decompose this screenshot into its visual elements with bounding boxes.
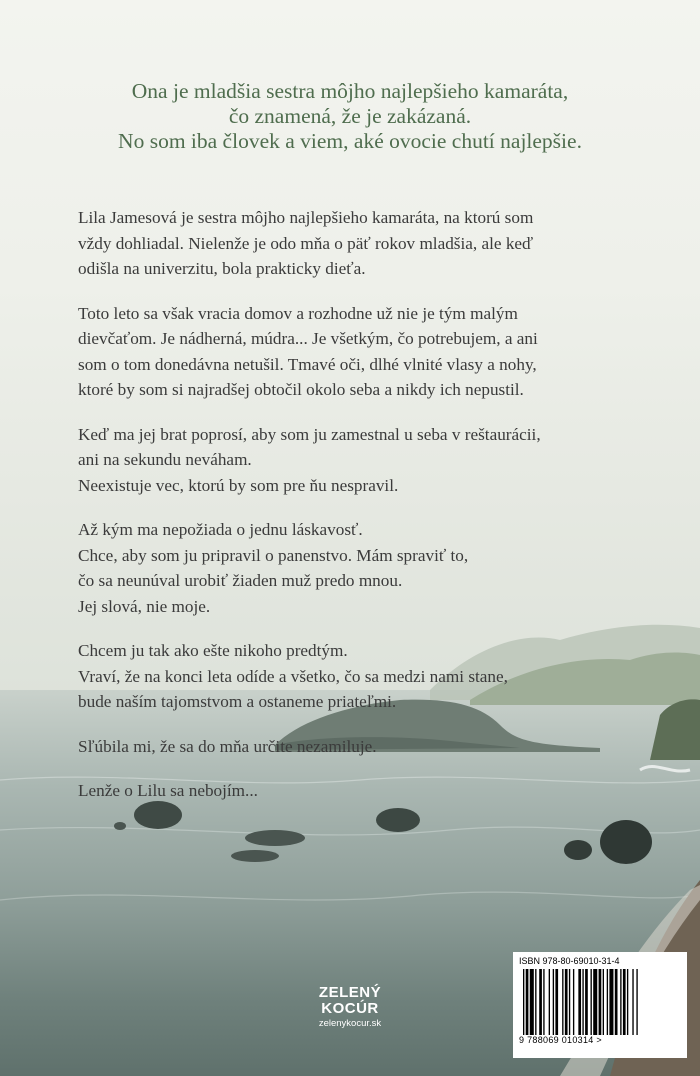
- paragraph: [78, 734, 638, 760]
- text-line: Sľúbila mi, že sa do mňa určite nezamiluje.: [78, 736, 377, 756]
- tagline-line: No som iba človek a viem, aké ovocie chutí najlepšie.: [118, 129, 582, 153]
- paragraph: [78, 517, 638, 619]
- text-line: ani na sekundu neváham.: [78, 450, 252, 469]
- publisher-logo: [310, 985, 390, 1030]
- text-line: Jej slová, nie moje.: [78, 596, 211, 616]
- tagline-line: Ona je mladšia sestra môjho najlepšieho kamaráta,: [131, 79, 569, 103]
- text-line: som o tom donedávna netušil. Tmavé oči, dlhé vlnité vlasy a nohy,: [78, 354, 537, 374]
- paragraph: [78, 638, 638, 715]
- publisher-url: zelenykocur.sk: [318, 1018, 382, 1029]
- paragraph: [78, 301, 638, 403]
- text-line: Vraví, že na konci leta odíde a všetko, čo sa medzi nami stane,: [78, 666, 508, 686]
- text-line: odišla na univerzitu, bola prakticky dieťa.: [78, 259, 366, 278]
- barcode-bars: [519, 969, 681, 1035]
- text-line: Lenže o Lilu sa nebojím...: [78, 781, 258, 800]
- text-line: ktoré by som si najradšej obtočil okolo seba a nikdy ich nepustil.: [78, 380, 524, 399]
- text-line: Lila Jamesová je sestra môjho najlepšieho kamaráta, na ktorú som: [78, 208, 534, 227]
- isbn-label: ISBN 978-80-69010-31-4: [519, 956, 620, 966]
- text-line: čo sa neunúval urobiť žiaden muž predo mnou.: [78, 571, 403, 590]
- text-line: Toto leto sa však vracia domov a rozhodne už nie je tým malým: [78, 303, 518, 323]
- text-line: Až kým ma nepožiada o jednu láskavosť.: [78, 520, 363, 539]
- publisher-name-line1: ZELENÝ: [318, 984, 382, 1001]
- paragraph: [78, 422, 638, 499]
- tagline-line: čo znamená, že je zakázaná.: [228, 104, 472, 128]
- text-line: Keď ma jej brat poprosí, aby som ju zamestnal u seba v reštaurácii,: [78, 424, 541, 444]
- tagline: [0, 79, 700, 154]
- text-line: vždy dohliadal. Nielenže je odo mňa o päť rokov mladšia, ale keď: [78, 233, 534, 253]
- text-line: Chcem ju tak ako ešte nikoho predtým.: [78, 641, 348, 660]
- barcode: [513, 952, 687, 1058]
- publisher-name-line2: KOCÚR: [321, 1000, 379, 1017]
- text-line: dievčaťom. Je nádherná, múdra... Je všetkým, čo potrebujem, a ani: [78, 329, 538, 348]
- paragraph: [78, 778, 638, 804]
- text-line: Neexistuje vec, ktorú by som pre ňu nespravil.: [78, 475, 399, 495]
- text-line: Chce, aby som ju pripravil o panenstvo. Mám spraviť to,: [78, 545, 469, 565]
- blurb-text: [78, 205, 638, 823]
- text-line: bude naším tajomstvom a ostaneme priateľmi.: [78, 692, 397, 711]
- paragraph: [78, 205, 638, 282]
- barcode-digits: 9 788069 010314 >: [519, 1035, 602, 1045]
